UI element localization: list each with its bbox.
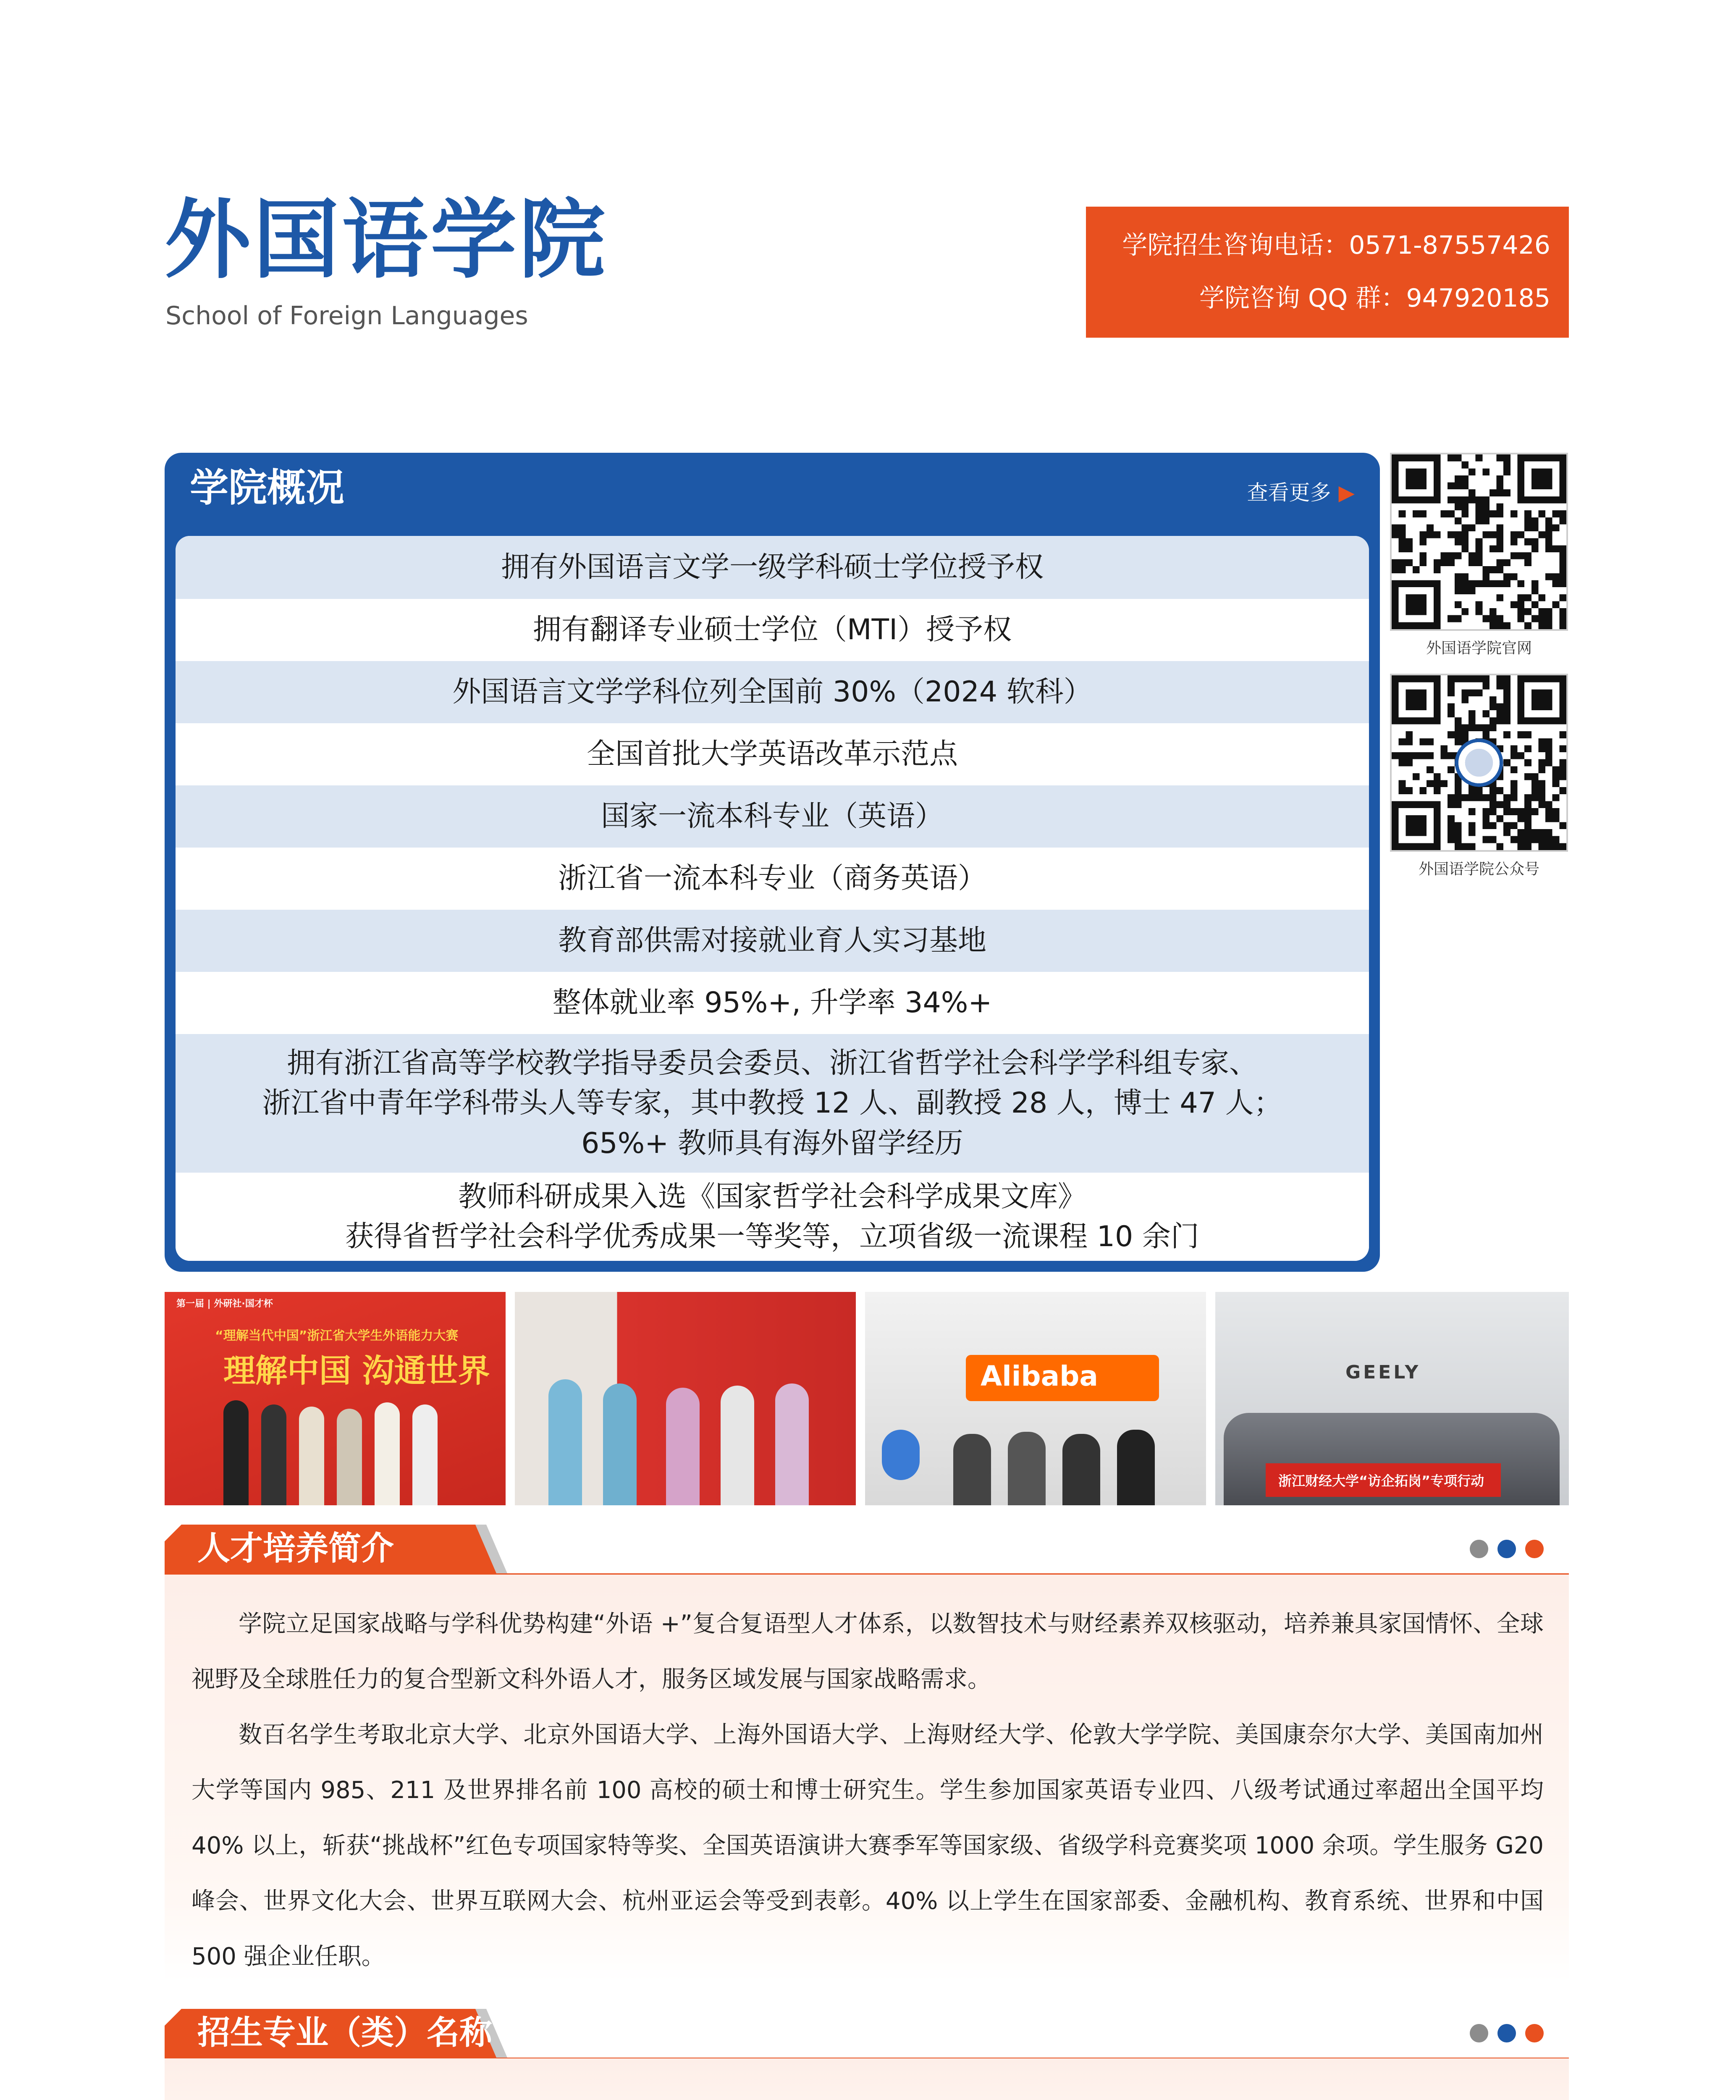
website-qr-code[interactable] — [1390, 453, 1568, 631]
overview-panel — [165, 453, 1380, 1272]
photo-banner-text: 浙江财经大学“访企拓岗”专项行动 — [1278, 1473, 1484, 1489]
overview-row — [176, 1173, 1369, 1261]
overview-row-line: 教师科研成果入选《国家哲学社会科学成果文库》 — [458, 1180, 1086, 1213]
overview-row-line: 获得省哲学社会科学优秀成果一等奖等，立项省级一流课程 10 余门 — [345, 1220, 1199, 1253]
overview-row-line: 教育部供需对接就业育人实习基地 — [558, 924, 986, 958]
decorative-dots — [1461, 1540, 1544, 1560]
majors-section-body — [165, 2058, 1569, 2100]
talent-paragraph-1: 学院立足国家战略与学科优势构建“外语 +”复合复语型人才体系，以数智技术与财经素养双核驱动，培养兼具家国情怀、全球视野及全球胜任力的复合型新文科外语人才，服务区域发展与国家战略需求。 — [191, 1610, 1544, 1693]
people-silhouettes — [540, 1362, 834, 1505]
overview-row-line: 外国语言文学学科位列全国前 30%（2024 软科） — [452, 675, 1092, 709]
overview-row — [176, 910, 1369, 972]
wechat-qr-code[interactable] — [1390, 674, 1568, 852]
contact-box — [1086, 207, 1569, 338]
decorative-dots — [1461, 2024, 1544, 2044]
overview-list — [176, 536, 1369, 1261]
overview-row — [176, 848, 1369, 910]
overview-row-line: 全国首批大学英语改革示范点 — [586, 738, 958, 771]
website-qr-caption: 外国语学院官网 — [1426, 640, 1532, 657]
overview-row-line: 拥有外国语言文学一级学科硕士学位授予权 — [501, 551, 1044, 584]
overview-row — [176, 785, 1369, 848]
photo-slogan-text: 理解中国 沟通世界 — [223, 1352, 490, 1389]
talent-paragraph-2: 数百名学生考取北京大学、北京外国语大学、上海外国语大学、上海财经大学、伦敦大学学院、美国康奈尔大学、美国南加州大学等国内 985、211 及世界排名前 100 高校的硕士和博士研究生。学生参加国家英语专业四、八级考试通过率超出全国平均 40% 以上，斩获“挑战杯”红色专项国家特等奖、全国英语演讲大赛季军等国家级、省级学科竞赛奖项 1000 余项。学生服务 G20 峰会、世界文化大会、世界互联网大会、杭州亚运会等受到表彰。40% 以上学生在国家部委、金融机构、教育系统、世界和中国 500 强企业任职。 — [191, 1721, 1544, 1970]
overview-row — [176, 599, 1369, 661]
talent-section-title: 人才培养简介 — [197, 1530, 394, 1567]
overview-row — [176, 1034, 1369, 1173]
view-more-link[interactable] — [1247, 482, 1355, 503]
talent-section-header — [165, 1525, 1569, 1576]
overview-row-line: 拥有翻译专业硕士学位（MTI）授予权 — [532, 613, 1012, 647]
qr-pattern-icon — [1392, 454, 1566, 629]
page-subtitle: School of Foreign Languages — [165, 301, 528, 331]
photo-event-tag: 第一届 | 外研社·国才杯 — [176, 1299, 273, 1309]
photo-competition — [165, 1292, 506, 1505]
photo-alibaba-visit — [865, 1292, 1206, 1505]
photo-geely-visit — [1215, 1292, 1569, 1505]
overview-row-line: 浙江省中青年学科带头人等专家，其中教授 12 人、副教授 28 人，博士 47 人； — [262, 1087, 1282, 1120]
overview-row-line: 整体就业率 95%+, 升学率 34%+ — [552, 986, 992, 1020]
overview-row — [176, 723, 1369, 785]
photo-geely-sign: GEELY — [1345, 1362, 1421, 1383]
majors-section-title: 招生专业（类）名称 — [197, 2014, 493, 2052]
overview-row-line: 浙江省一流本科专业（商务英语） — [558, 862, 986, 895]
photo-alibaba-sign: Alibaba — [981, 1360, 1098, 1392]
overview-row — [176, 661, 1369, 723]
overview-row — [176, 972, 1369, 1034]
overview-title: 学院概况 — [190, 465, 345, 510]
people-silhouettes — [882, 1409, 1193, 1505]
qr-pattern-icon — [1392, 675, 1566, 850]
overview-row-line: 国家一流本科专业（英语） — [601, 800, 944, 833]
overview-row-line: 拥有浙江省高等学校教学指导委员会委员、浙江省哲学社会科学学科组专家、 — [286, 1047, 1258, 1080]
view-more-label: 查看更多 — [1247, 480, 1331, 505]
qq-line: 学院咨询 QQ 群：947920185 — [1199, 284, 1550, 313]
overview-row — [176, 536, 1369, 599]
photo-students-event — [515, 1292, 856, 1505]
page-title: 外国语学院 — [165, 190, 608, 290]
play-arrow-icon: ▶ — [1338, 480, 1355, 505]
photo-banner-text: “理解当代中国”浙江省大学生外语能力大赛 — [215, 1328, 459, 1343]
talent-section-body — [165, 1575, 1569, 1982]
majors-section-header — [165, 2009, 1569, 2060]
wechat-qr-caption: 外国语学院公众号 — [1418, 861, 1539, 878]
phone-line: 学院招生咨询电话：0571-87557426 — [1122, 231, 1550, 260]
people-silhouettes — [215, 1379, 450, 1505]
overview-row-line: 65%+ 教师具有海外留学经历 — [581, 1126, 963, 1160]
